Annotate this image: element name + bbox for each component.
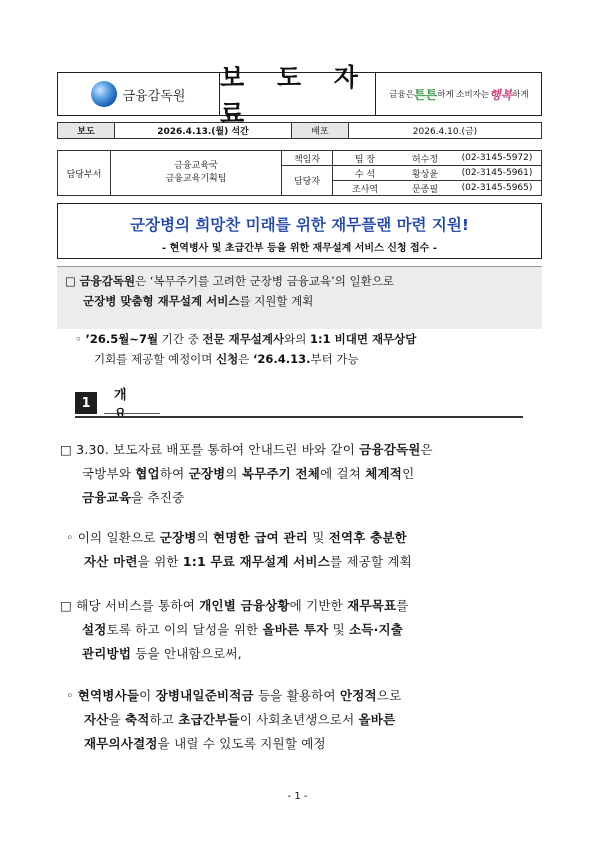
headline-title: 군장병의 희망찬 미래를 위한 재무플랜 마련 지원! bbox=[130, 216, 469, 234]
text-bold: 설정 bbox=[82, 622, 107, 637]
text: 를 bbox=[396, 598, 409, 613]
text-bold: 개인별 금융상황 bbox=[199, 598, 290, 613]
text: 기회를 제공할 예정이며 bbox=[94, 352, 217, 366]
text-bold: 체계적 bbox=[365, 466, 403, 481]
body-line bbox=[66, 528, 407, 546]
contact-phone: (02-3145-5965) bbox=[453, 181, 542, 196]
text-bold: ’26.5월~7월 bbox=[85, 332, 159, 346]
slogan bbox=[376, 72, 542, 116]
text-bold: 소득·지출 bbox=[349, 622, 404, 637]
text: 은 ‘복무주기를 고려한 군장병 금융교육’의 일환으로 bbox=[135, 274, 394, 288]
text-bold: 신청 bbox=[216, 352, 239, 366]
body-line bbox=[84, 734, 326, 752]
text-bold: 전문 재무설계사 bbox=[202, 332, 285, 346]
contact-rank: 팀 장 bbox=[333, 151, 398, 166]
body-line bbox=[82, 620, 403, 638]
contact-rank: 수 석 bbox=[333, 166, 398, 181]
slogan-post: 하게 bbox=[512, 90, 529, 100]
text: ◦ 이의 일환으로 bbox=[66, 530, 160, 545]
text: 인 bbox=[402, 466, 415, 481]
text: 등을 활용하여 bbox=[253, 688, 340, 703]
text-bold: 금융감독원 bbox=[79, 274, 136, 288]
text-bold: 협업 bbox=[135, 466, 160, 481]
text: 의 bbox=[196, 530, 214, 545]
text-bold: 전역후 충분한 bbox=[328, 530, 407, 545]
text: 및 bbox=[308, 530, 329, 545]
text: 와의 bbox=[284, 332, 311, 346]
dept-names bbox=[111, 151, 282, 196]
body-line bbox=[82, 488, 184, 506]
body-line bbox=[84, 710, 395, 728]
summary-frame bbox=[57, 266, 542, 371]
text-bold: 재무목표 bbox=[347, 598, 397, 613]
page-number: - 1 - bbox=[287, 791, 308, 802]
text: ◦ bbox=[66, 688, 78, 703]
body-line bbox=[66, 686, 401, 704]
slogan-pre: 금융은 bbox=[389, 90, 414, 100]
text: 를 제공할 계획 bbox=[329, 554, 412, 569]
slogan-mid: 하게 소비자는 bbox=[437, 90, 490, 100]
text: 이 사회초년생으로서 bbox=[239, 712, 359, 727]
contacts-table bbox=[57, 150, 542, 196]
text-bold: 올바른 bbox=[358, 712, 396, 727]
text-bold: 축적 bbox=[125, 712, 150, 727]
text-bold: ‘26.4.13. bbox=[253, 352, 311, 366]
bullet-square: □ bbox=[65, 274, 80, 288]
text-bold: 군장병 맞춤형 재무설계 서비스 bbox=[83, 294, 240, 308]
body-line bbox=[60, 596, 409, 614]
text: □ 3.30. 보도자료 배포를 통하여 안내드린 바와 같이 bbox=[60, 442, 360, 457]
text: 하여 bbox=[159, 466, 189, 481]
headline-subtitle: - 현역병사 및 초급간부 등을 위한 재무설계 서비스 신청 접수 - bbox=[162, 243, 437, 254]
body-line bbox=[84, 552, 412, 570]
text: 에 걸쳐 bbox=[320, 466, 366, 481]
text: 부터 가능 bbox=[310, 352, 359, 366]
section-rule bbox=[75, 416, 523, 418]
text: 을 bbox=[108, 712, 126, 727]
text-bold: 1:1 비대면 재무상담 bbox=[310, 332, 417, 346]
doc-title: 보 도 자 료 bbox=[220, 72, 376, 116]
text: 을 위한 bbox=[137, 554, 183, 569]
contact-rank: 조사역 bbox=[333, 181, 398, 196]
text: 은 bbox=[420, 442, 433, 457]
report-date: 2026.4.13.(월) 석간 bbox=[115, 123, 292, 139]
text-bold: 금융교육 bbox=[82, 490, 132, 505]
resp-label: 책임자 bbox=[282, 151, 333, 166]
report-label: 보도 bbox=[58, 123, 115, 139]
dept-label: 담당부서 bbox=[58, 151, 111, 196]
org-name: 금융감독원 bbox=[122, 88, 186, 104]
dist-date: 2026.4.10.(금) bbox=[349, 123, 542, 139]
section-number: 1 bbox=[75, 392, 97, 414]
text-bold: 관리방법 bbox=[82, 646, 132, 661]
contact-name: 문종필 bbox=[397, 181, 453, 196]
contact-phone: (02-3145-5972) bbox=[453, 151, 542, 166]
slogan-em1: 튼튼 bbox=[413, 87, 438, 102]
text-bold: 복무주기 전체 bbox=[241, 466, 321, 481]
text: 기간 중 bbox=[158, 332, 203, 346]
text: 토록 하고 이의 달성을 위한 bbox=[106, 622, 263, 637]
body-line bbox=[60, 440, 433, 458]
text: 를 지원할 계획 bbox=[239, 294, 314, 308]
text: 와 bbox=[118, 466, 136, 481]
text: 국방부 bbox=[82, 466, 119, 481]
text-bold: 재무의사결정 bbox=[84, 736, 158, 751]
text: 이 bbox=[139, 688, 156, 703]
headline-box bbox=[57, 203, 542, 259]
owner-label: 담당자 bbox=[282, 166, 333, 196]
text: 을 추진중 bbox=[131, 490, 185, 505]
text-bold: 자산 마련 bbox=[84, 554, 138, 569]
text-bold: 안정적 bbox=[339, 688, 377, 703]
text: 등을 안내함으로써, bbox=[131, 646, 242, 661]
text: 및 bbox=[328, 622, 350, 637]
bullet-circle: ◦ bbox=[75, 332, 86, 346]
text-bold: 자산 bbox=[84, 712, 109, 727]
text-bold: 현명한 급여 관리 bbox=[213, 530, 309, 545]
dept-line-1: 금융교육국 bbox=[174, 161, 218, 171]
text-bold: 올바른 투자 bbox=[262, 622, 329, 637]
text-bold: 장병내일준비적금 bbox=[155, 688, 254, 703]
text-bold: 금융감독원 bbox=[359, 442, 421, 457]
text: 의 bbox=[225, 466, 242, 481]
text: 에 기반한 bbox=[289, 598, 348, 613]
text-bold: 1:1 무료 재무설계 서비스 bbox=[182, 554, 330, 569]
contact-name: 허수정 bbox=[397, 151, 453, 166]
text-bold: 군장병 bbox=[188, 466, 226, 481]
text-bold: 초급간부들 bbox=[178, 712, 240, 727]
contact-phone: (02-3145-5961) bbox=[453, 166, 542, 181]
dist-label: 배포 bbox=[292, 123, 349, 139]
text: □ 해당 서비스를 통하여 bbox=[60, 598, 200, 613]
globe-logo-icon bbox=[91, 81, 117, 107]
text: 하고 bbox=[149, 712, 179, 727]
dept-line-2: 금융교육기획팀 bbox=[165, 174, 227, 184]
section-title: 개 요 bbox=[104, 392, 160, 414]
release-info-table bbox=[57, 122, 542, 139]
org-logo bbox=[57, 72, 220, 116]
text-bold: 군장병 bbox=[159, 530, 197, 545]
body-line bbox=[82, 644, 242, 662]
body-line bbox=[82, 464, 414, 482]
text: 으로 bbox=[376, 688, 402, 703]
text-bold: 현역병사들 bbox=[77, 688, 140, 703]
text: 을 내릴 수 있도록 지원할 예정 bbox=[157, 736, 326, 751]
contact-name: 황상윤 bbox=[397, 166, 453, 181]
slogan-em2: 행복 bbox=[489, 87, 513, 102]
text: 은 bbox=[238, 352, 254, 366]
